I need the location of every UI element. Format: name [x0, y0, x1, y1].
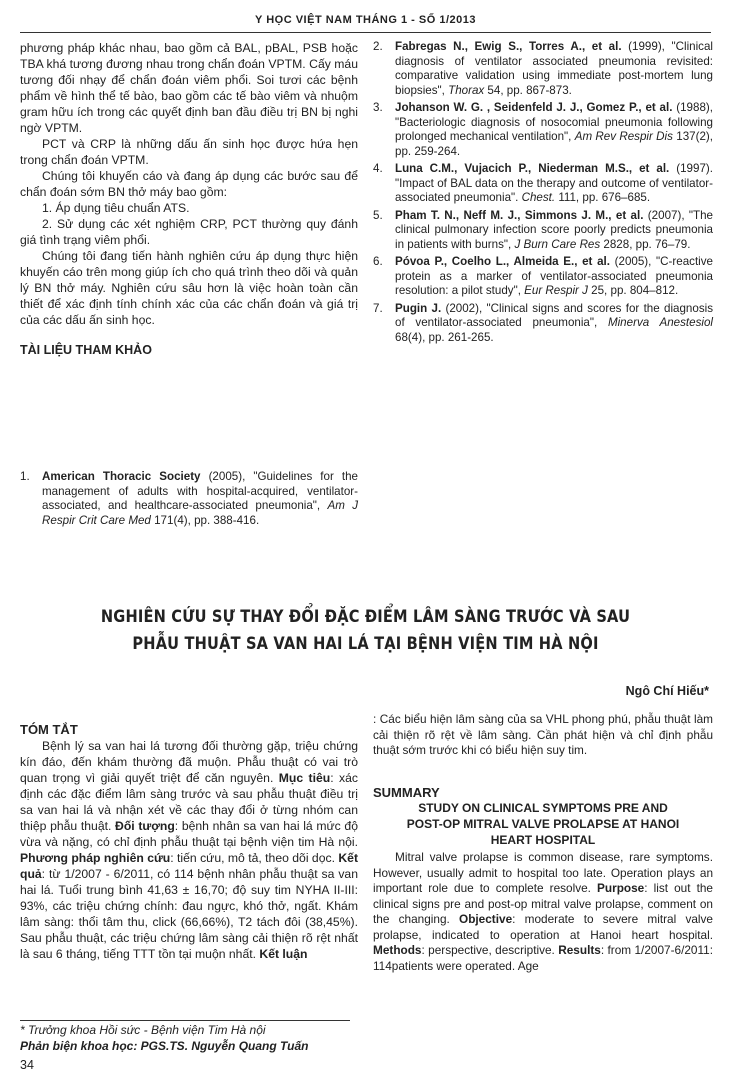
abstract-heading: TÓM TẮT: [20, 722, 78, 737]
reference-authors: Pugin J.: [395, 301, 442, 315]
abstract-vietnamese-continued: : Các biểu hiện lâm sàng của sa VHL phong phú, phẫu thuật làm cải thiện rõ rệt về lâm sàng. Cần phát hiện và chỉ định phẫu thuật sớm trước khi có biểu hiện suy tim.: [373, 712, 713, 757]
summary-text: : list out the clinical signs pre and post-op mitral valve prolapse, comment on the changing.: [373, 881, 713, 926]
reference-number: 1.: [20, 470, 30, 483]
reference-details: (1988), "Bacteriologic diagnosis of nosocomial pneumonia following prolonged mechanical ventilation",: [395, 101, 713, 143]
summary-title: [373, 800, 713, 848]
summary-text: : moderate to severe mitral valve prolapse, indicated to operation at Hanoi heart hospital.: [373, 912, 713, 942]
abstract-text: : từ 1/2007 - 6/2011, có 114 bệnh nhân phẫu thuật sa van hai lá. Tuổi trung bình 41,63 ± 16,70; độ suy tim NYHA II-III: 93%, các triệu chứng chính: đau ngực, khó thở, ngất. Khám lâm sàng: thổi tâm thu, click (66,66%), T2 tách đôi (38,45%). Sau phẫu thuật, các triệu chứng lâm sàng cải thiện rõ rệt nhất là sau 6 tháng, tiếng TTT tồn tại muộn nhất.: [20, 867, 358, 961]
paragraph: phương pháp khác nhau, bao gồm cả BAL, pBAL, PSB hoặc TBA khá tương đương nhau trong chẩn đoán VPTM. Cấy máu tương đối nhạy để chẩn đoán viêm phổi. Soi tươi các bệnh phẩm về hình thể tế bào, bao gồm các tế bào viêm và nhuộm gram hữu ích trong các quyết định ban đầu điều trị BN bị nghi ngờ VPTM.: [20, 41, 358, 135]
reference-number: 7.: [373, 301, 383, 315]
reference-text: [395, 209, 713, 253]
abstract-label: Phương pháp nghiên cứu: [20, 851, 171, 865]
reference-journal: J Burn Care Res: [514, 237, 601, 251]
reference-number: 5.: [373, 208, 383, 222]
abstract-text: Bệnh lý sa van hai lá tương đối thường gặp, triệu chứng kín đáo, đến khám thường đã muộn. Phẫu thuật có vai trò quan trọng vì giải quyết triệt để căn nguyên.: [20, 739, 358, 785]
reference-details: (2007), "The clinical pulmonary infection score poorly predicts pneumonia in patients with burns",: [395, 208, 713, 251]
article-title: [86, 604, 646, 658]
reference-number: 2.: [373, 40, 383, 53]
reviewer-note: Phản biện khoa học: PGS.TS. Nguyễn Quang Tuấn: [20, 1039, 309, 1053]
summary-label: Results: [558, 943, 601, 957]
reference-volume: 25, pp. 804–812.: [587, 284, 679, 297]
summary-text: : from 1/2007-6/2011: 114patients were operated. Age: [373, 943, 713, 973]
article-title-line: PHẪU THUẬT SA VAN HAI LÁ TẠI BỆNH VIỆN TIM HÀ NỘI: [132, 634, 599, 654]
reference-volume: 137(2), pp. 259-264.: [395, 130, 713, 158]
reference-journal: Am J Respir Crit Care Med: [42, 499, 358, 527]
reference-item: [373, 209, 713, 253]
paragraph: PCT và CRP là những dấu ấn sinh học được hứa hẹn trong chẩn đoán VPTM.: [20, 137, 358, 167]
reference-journal: Am Rev Respir Dis: [574, 130, 673, 143]
reference-item: [373, 101, 713, 159]
reference-text: [395, 40, 713, 98]
abstract-text: : tiến cứu, mô tả, theo dõi dọc.: [170, 851, 339, 865]
footnote-divider: [20, 1020, 350, 1021]
article-title-line: NGHIÊN CỨU SỰ THAY ĐỔI ĐẶC ĐIỂM LÂM SÀNG TRƯỚC VÀ SAU: [100, 607, 631, 627]
running-header: Y HỌC VIỆT NAM THÁNG 1 - SỐ 1/2013: [20, 10, 711, 33]
reference-details: (1999), "Clinical diagnosis of ventilator associated pneumonia revisited: comparative validation using immediate post-mortem lung biopsies",: [395, 40, 713, 97]
summary-body: [373, 850, 713, 974]
paragraph: Chúng tôi đang tiến hành nghiên cứu áp dụng thực hiện khuyến cáo trên mong giúp ích cho quá trình theo dõi và quản lý BN thở máy. Nghiên cứu sâu hơn là việc hoàn toàn cần thiết để xác định tính chính xác của các chẩn đoán và giá trị của các dấu ấn sinh học.: [20, 249, 358, 327]
reference-number: 6.: [373, 255, 383, 268]
article-author: Ngô Chí Hiếu*: [625, 684, 709, 698]
summary-title-line: POST-OP MITRAL VALVE PROLAPSE AT HANOI: [406, 817, 680, 831]
reference-details: (2005), "C-reactive protein as a marker of ventilator-associated pneumonia resolution: a pilot study",: [395, 255, 713, 297]
abstract-body: [20, 738, 358, 962]
reference-item: [373, 40, 713, 98]
abstract-label: Kết quả: [20, 851, 359, 881]
reference-details: (2002), "Clinical signs and scores for the diagnosis of ventilator-associated pneumonia",: [395, 301, 713, 329]
reference-authors: American Thoracic Society: [42, 470, 201, 483]
reference-volume: 68(4), pp. 261-265.: [395, 330, 494, 344]
reference-item: [20, 470, 358, 528]
reference-text: [395, 101, 713, 159]
left-column-references: [20, 470, 358, 531]
reference-volume: 2828, pp. 76–79.: [600, 237, 691, 251]
abstract-text: : xác định các đặc điểm lâm sàng trước và sau phẫu thuật điều trị sa van hai lá và nhận xét về các thay đổi ở từng nhóm can thiệp phẫu thuật.: [20, 771, 358, 833]
reference-text: [395, 302, 713, 346]
reference-details: (1997). "Impact of BAL data on the therapy and outcome of ventilator-associated pneumonia".: [395, 162, 713, 204]
reference-text: [395, 162, 713, 206]
reference-text: [395, 255, 713, 299]
references-title: TÀI LIỆU THAM KHẢO: [20, 343, 152, 357]
footnote: * Trưởng khoa Hồi sức - Bệnh viện Tim Hà nội: [20, 1023, 266, 1037]
summary-label: Purpose: [597, 881, 645, 895]
reference-number: 4.: [373, 162, 383, 175]
reference-journal: Eur Respir J: [524, 284, 588, 297]
right-column-references: [373, 40, 713, 348]
abstract-vietnamese: [20, 722, 358, 962]
abstract-label: Mục tiêu: [278, 771, 331, 785]
reference-authors: Pham T. N., Neff M. J., Simmons J. M., et al.: [395, 208, 644, 222]
reference-volume: 111, pp. 676–685.: [555, 191, 651, 204]
paragraph: Chúng tôi khuyến cáo và đang áp dụng các bước sau để chẩn đoán sớm BN thở máy bao gồm:: [20, 169, 358, 199]
reference-journal: Chest.: [521, 191, 556, 204]
reference-text: [42, 470, 358, 528]
reference-journal: Thorax: [448, 83, 485, 97]
reference-volume: 54, pp. 867-873.: [484, 83, 572, 97]
reference-item: [373, 162, 713, 206]
reference-journal: Minerva Anestesiol: [607, 316, 713, 329]
abstract-label: Kết luận: [259, 947, 308, 961]
reference-volume: 171(4), pp. 388-416.: [150, 513, 260, 527]
reference-authors: Póvoa P., Coelho L., Almeida E., et al.: [395, 255, 610, 268]
summary-title-line: HEART HOSPITAL: [490, 833, 596, 847]
summary-text: Mitral valve prolapse is common disease, rare symptoms. However, usually admit to hospital too late. Operation plays an important role due to complete resolve.: [373, 850, 713, 895]
reference-authors: Johanson W. G. , Seidenfeld J. J., Gomez P., et al.: [395, 101, 673, 114]
abstract-right-column: [373, 712, 713, 974]
reference-authors: Fabregas N., Ewig S., Torres A., et al.: [395, 40, 622, 53]
reference-item: [373, 255, 713, 299]
abstract-label: Đối tượng: [115, 819, 175, 833]
summary-title-line: STUDY ON CLINICAL SYMPTOMS PRE AND: [418, 801, 668, 815]
reference-item: [373, 302, 713, 346]
reference-authors: Luna C.M., Vujacich P., Niederman M.S., et al.: [395, 162, 670, 175]
page-number: 34: [20, 1058, 34, 1072]
summary-text: : perspective, descriptive.: [421, 943, 559, 957]
reference-details: (2005), "Guidelines for the management of adults with hospital-acquired, ventilator-associated, and healthcare-associated pneumonia",: [42, 470, 358, 512]
summary-label: Methods: [373, 943, 422, 957]
reference-number: 3.: [373, 101, 383, 114]
abstract-text: : bệnh nhân sa van hai lá mức độ vừa và nặng, có chỉ định phẫu thuật tại bệnh viện tim Hà nội.: [20, 819, 358, 849]
list-item: 2. Sử dụng các xét nghiệm CRP, PCT thường quy đánh giá tình trạng viêm phổi.: [20, 217, 358, 247]
left-column-previous-article: [20, 40, 358, 358]
list-item: 1. Áp dụng tiêu chuẩn ATS.: [42, 201, 190, 215]
summary-label: Objective: [459, 912, 513, 926]
summary-heading: SUMMARY: [373, 784, 440, 800]
